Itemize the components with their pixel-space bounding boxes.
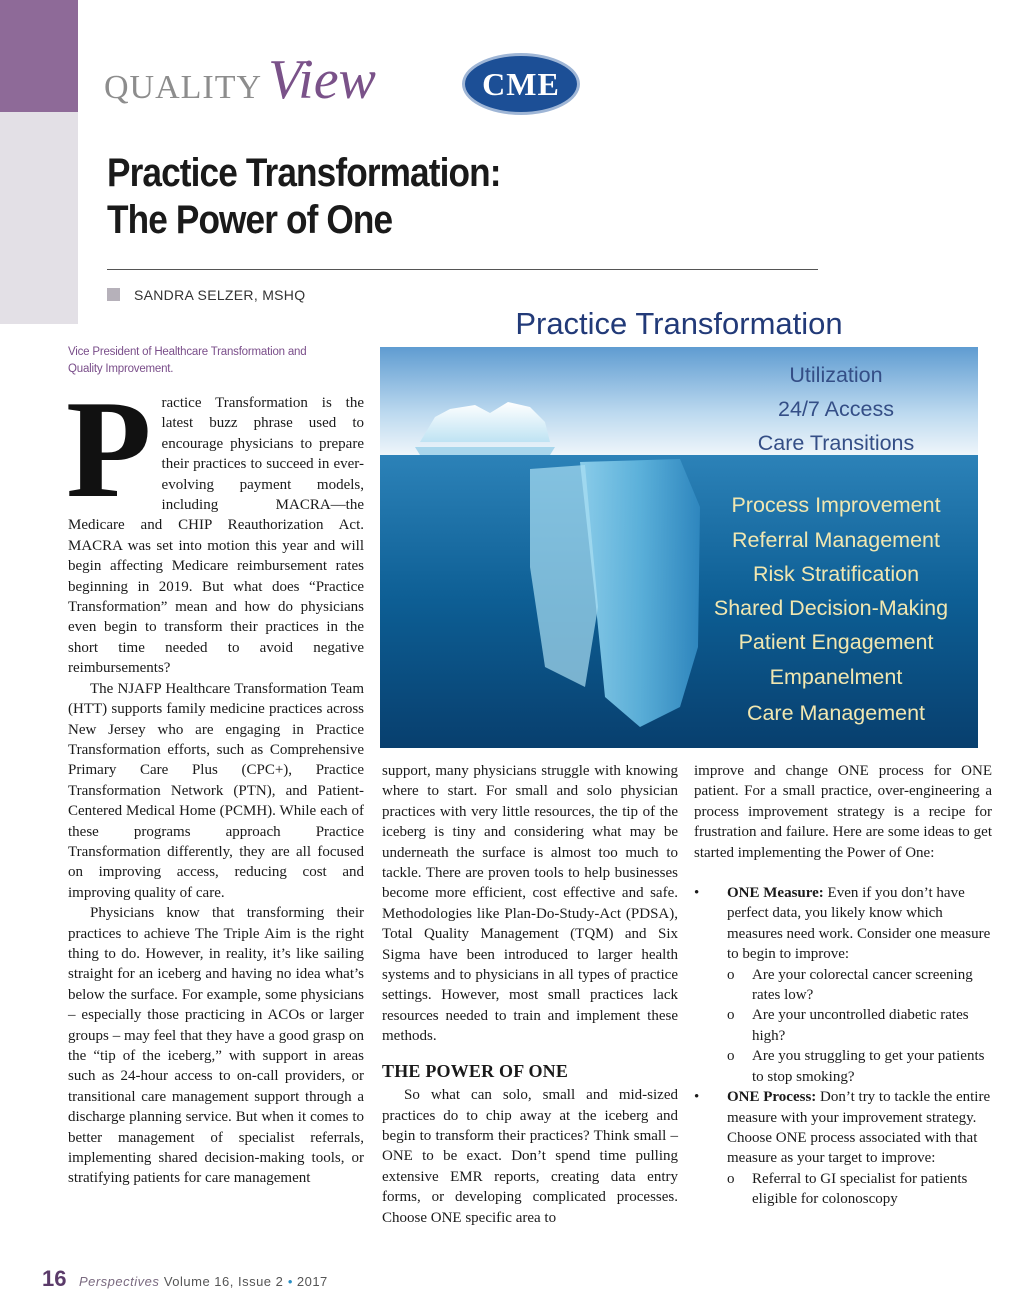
sub-bullet-mark: o [727,1007,735,1024]
cme-badge-label: CME [482,65,560,102]
headline-line-1: Practice Transformation: [107,151,501,195]
issue-info: Volume 16, Issue 2 [163,1274,284,1289]
drop-cap: P [66,372,152,527]
headline-line-2: The Power of One [107,198,393,242]
kicker-view: View [268,49,376,111]
sub-bullet-text: Are you struggling to get your patients to stop smoking? [752,1048,985,1085]
bullet-one-process [694,1087,992,1169]
article-headline [107,150,723,244]
bullet-mark: • [694,1089,700,1106]
kicker-quality: QUALITY [104,69,263,106]
figure-label-risk-stratification: Risk Stratification [752,562,920,586]
headline-divider [107,269,818,270]
bullet-text-measure: Even if you don’t have perfect data, you likely know which measures need work. Consider one measure to begin to improve: [727,885,991,963]
figure-label-shared-decision: Shared Decision-Making [713,596,949,620]
sub-bullet [694,1046,992,1087]
header-side-strip [0,112,78,324]
bullet-text-process: Don’t try to tackle the entire measure with your improvement strategy. Choose ONE process associated with that measure as your target to improve: [727,1089,991,1167]
sub-bullet-mark: o [727,1048,735,1065]
bullet-lead-measure: ONE Measure: [727,885,824,902]
sub-bullet-mark: o [727,966,735,983]
bullet-mark: • [694,885,700,902]
figure-label-empanelment: Empanelment [769,665,903,689]
figure-label-care-transitions: Care Transitions [757,431,915,455]
iceberg-figure [380,300,978,748]
bullet-lead-process: ONE Process: [727,1089,817,1106]
sub-bullet [694,1169,992,1210]
col1-paragraph-1: ractice Transformation is the latest buzz phrase used to encourage physicians to prepare their practices to succeed in ever-evolving payment models, including MACRA—the Medicare and CHIP Reauthorization Act. MACRA was set into motion this year and will begin affecting Medicare reimbursement rates beginning in 2019. But what does “Practice Transformation” mean and how do physicians even begin to transform their practices in the short time needed to avoid negative reimbursements? [68,395,364,677]
figure-label-process-improvement: Process Improvement [731,493,941,517]
author-title: Vice President of Healthcare Transformation and Quality Improvement. [68,346,307,375]
page-footer [42,1266,328,1292]
column-1 [66,372,364,1189]
author-marker [107,288,120,301]
section-heading-power-of-one: THE POWER OF ONE [382,1060,569,1081]
header-color-block [0,0,78,112]
footer-separator: • [287,1274,293,1289]
column-2 [382,761,678,1228]
page-number: 16 [42,1266,67,1291]
col1-paragraph-2: The NJAFP Healthcare Transformation Team (HTT) supports family medicine practices across New Jersey who are engaging in Practice Transformation efforts, such as Comprehensive Primary Care Plus (CPC+), Practice Transformation Network (PTN), and Patient-Centered Medical Home (PCMH). While each of these programs approach Practice Transformation differently, they are all focused on improving access, reducing cost and improving quality of care. [68,680,364,901]
figure-label-utilization: Utilization [789,363,883,387]
sub-bullet-text: Referral to GI specialist for patients eligible for colonoscopy [752,1170,968,1208]
figure-label-referral-management: Referral Management [732,528,940,552]
section-kicker [104,48,376,111]
issue-year: 2017 [296,1274,328,1289]
sub-bullet [694,965,992,1006]
cme-badge [462,53,580,115]
col1-paragraph-3: Physicians know that transforming their practices to achieve The Triple Aim is the right thing to do. However, in reality, it’s like sailing straight for an iceberg and having no idea what’s below the surface. For example, some physicians – especially those practicing in ACOs or larger groups – may feel that they have a good grasp on the “tip of the iceberg,” with support in areas such as 24-hour access to on-call providers, or transitional care management support through a discharge planning service. But when it comes to better management of specialist referrals, implementing shared decision-making tools, or stratifying patients for care management [68,905,364,1187]
iceberg-illustration [380,347,978,748]
figure-label-care-management: Care Management [746,701,926,725]
figure-label-access: 24/7 Access [778,397,894,421]
bullet-one-measure [694,883,992,965]
sub-bullet [694,1005,992,1046]
column-3 [694,761,992,1210]
col2-paragraph-1: support, many physicians struggle with knowing where to start. For small and solo physician practices with very little resources, the tip of the iceberg is tiny and considering what may be underneath the surface is almost too much to tackle. There are proven tools to help businesses become more efficient, cost effective and safe. Methodologies like Plan-Do-Study-Act (PDSA), Total Quality Management (TQM) and Six Sigma have been introduced to larger health systems and to physicians in all types of practice settings. However, most small practices lack resources needed to train and implement these methods. [382,763,678,1045]
figure-title: Practice Transformation [515,306,843,341]
figure-label-patient-engagement: Patient Engagement [738,630,934,654]
magazine-name: Perspectives [78,1274,160,1289]
col3-paragraph-1: improve and change ONE process for ONE patient. For a small practice, over-engineering a process improvement strategy is a recipe for frustration and failure. Here are some ideas to get started implementing the Power of One: [694,763,992,861]
author-byline: SANDRA SELZER, MSHQ [134,287,306,303]
col2-paragraph-2: So what can solo, small and mid-sized practices do to chip away at the iceberg and begin to transform their practices? Think small – ONE to be exact. Don’t spend time pulling extensive EMR reports, creating data entry forms, or developing complicated processes. Choose ONE specific area to [382,1087,678,1226]
sub-bullet-text: Are your uncontrolled diabetic rates high? [752,1007,969,1044]
sub-bullet-text: Are your colorectal cancer screening rates low? [752,966,973,1004]
sub-bullet-mark: o [727,1170,735,1187]
